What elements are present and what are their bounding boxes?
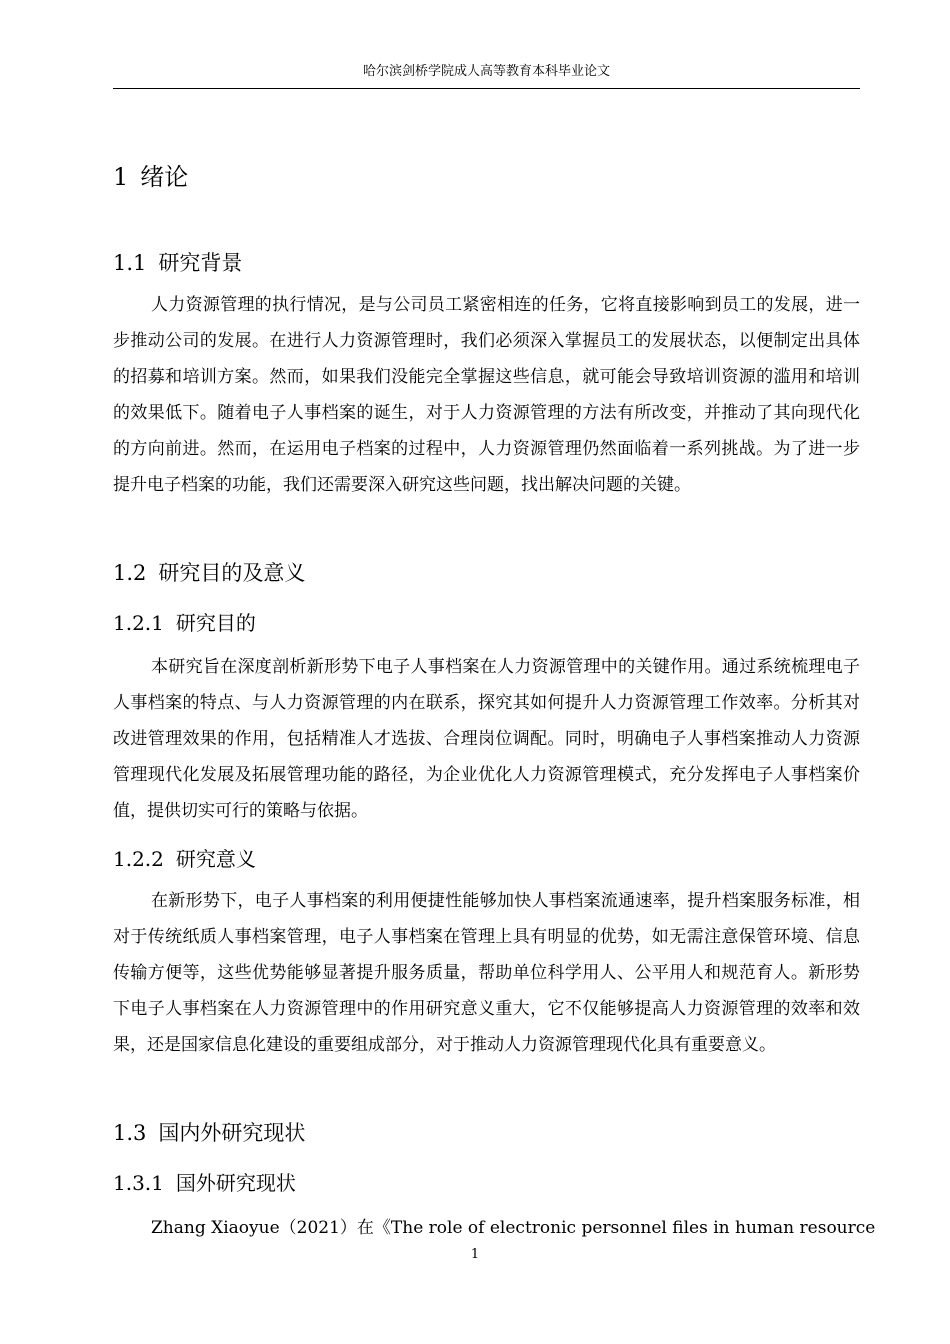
section-heading-1-1 [113,248,242,278]
subsection-title: 研究意义 [175,847,256,871]
subsection-number: 1.2.2 [113,847,164,871]
section-number: 1.3 [113,1121,147,1145]
running-header: 哈尔滨剑桥学院成人高等教育本科毕业论文 [113,62,860,89]
section-title: 研究背景 [158,251,243,275]
section-number: 1.1 [113,251,147,275]
paragraph-significance: 在新形势下，电子人事档案的利用便捷性能够加快人事档案流通速率，提升档案服务标准，相对于传统纸质人事档案管理，电子人事档案在管理上具有明显的优势，如无需注意保管环境、信息传输方便等，这些优势能够显著提升服务质量，帮助单位科学用人、公平用人和规范育人。新形势下电子人事档案在人力资源管理中的作用研究意义重大，它不仅能够提高人力资源管理的效率和效果，还是国家信息化建设的重要组成部分，对于推动人力资源管理现代化具有重要意义。 [113,891,860,1055]
subsection-title: 研究目的 [175,611,256,635]
section-number: 1.2 [113,561,147,585]
paragraph-background: 人力资源管理的执行情况，是与公司员工紧密相连的任务，它将直接影响到员工的发展，进一步推动公司的发展。在进行人力资源管理时，我们必须深入掌握员工的发展状态，以便制定出具体的招募和培训方案。然而，如果我们没能完全掌握这些信息，就可能会导致培训资源的滥用和培训的效果低下。随着电子人事档案的诞生，对于人力资源管理的方法有所改变，并推动了其向现代化的方向前进。然而，在运用电子档案的过程中，人力资源管理仍然面临着一系列挑战。为了进一步提升电子档案的功能，我们还需要深入研究这些问题，找出解决问题的关键。 [113,295,860,495]
subsection-heading-1-2-2 [113,844,256,874]
chapter-number: 1 [113,163,129,191]
subsection-heading-1-2-1 [113,608,256,638]
subsection-title: 国外研究现状 [175,1171,296,1195]
page-number: 1 [470,1247,480,1262]
section-title: 研究目的及意义 [158,561,306,585]
section-heading-1-3 [113,1118,305,1148]
subsection-number: 1.3.1 [113,1171,164,1195]
subsection-heading-1-3-1 [113,1168,296,1198]
chapter-heading [113,160,188,194]
chapter-title: 绪论 [140,163,189,191]
section-heading-1-2 [113,558,305,588]
section-title: 国内外研究现状 [158,1121,306,1145]
subsection-number: 1.2.1 [113,611,164,635]
paragraph-foreign-research: Zhang Xiaoyue（2021）在《The role of electronic personnel files in human resource [151,1218,876,1238]
paragraph-purpose: 本研究旨在深度剖析新形势下电子人事档案在人力资源管理中的关键作用。通过系统梳理电子人事档案的特点、与人力资源管理的内在联系，探究其如何提升人力资源管理工作效率。分析其对改进管理效果的作用，包括精准人才选拔、合理岗位调配。同时，明确电子人事档案推动人力资源管理现代化发展及拓展管理功能的路径，为企业优化人力资源管理模式，充分发挥电子人事档案价值，提供切实可行的策略与依据。 [113,657,860,821]
